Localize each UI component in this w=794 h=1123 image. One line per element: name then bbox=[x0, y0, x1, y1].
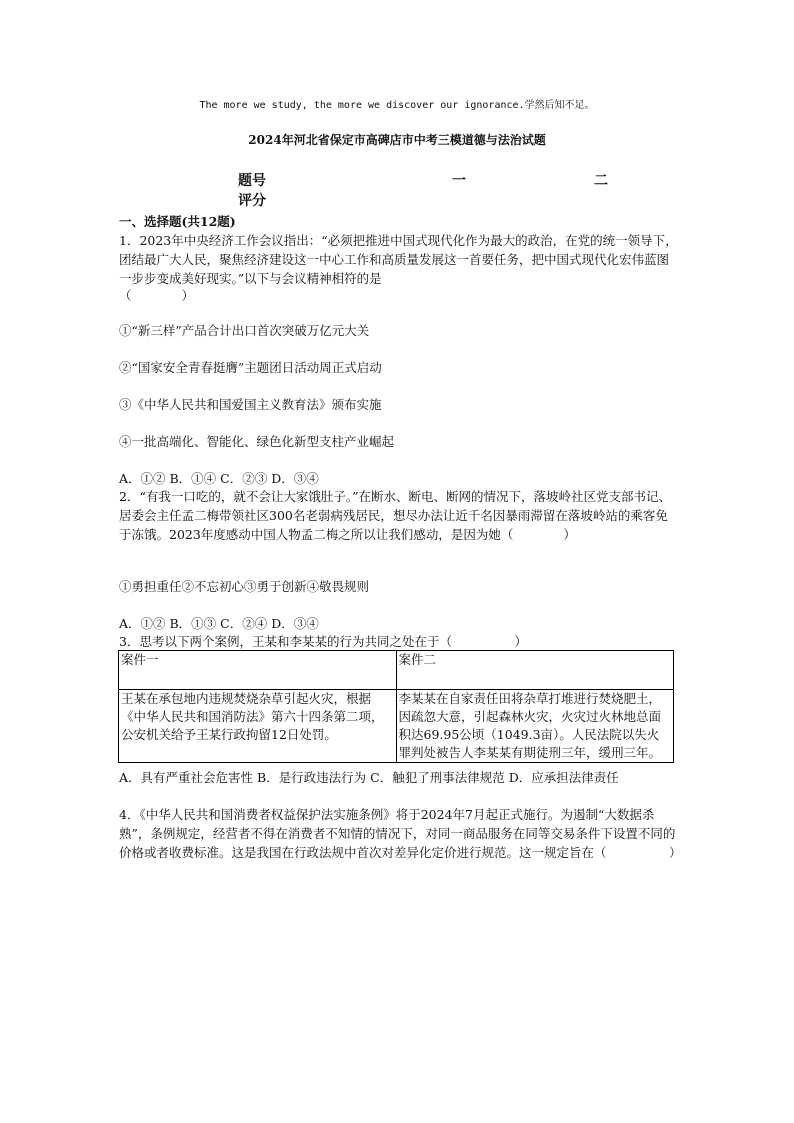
page-header-motto: The more we study, the more we discover our ignorance.学然后知不足。 bbox=[199, 100, 595, 111]
score-col-1: 一 bbox=[452, 173, 466, 189]
q1-item-3: ③《中华人民共和国爱国主义教育法》颁布实施 bbox=[119, 397, 382, 412]
q4-stem: 4．《中华人民共和国消费者权益保护法实施条例》将于2024年7月起正式施行。为遏制“大数据杀熟”，条例规定，经营者不得在消费者不知情的情况下，对同一商品服务在同等交易条件下设置不同的价格或者收费标准。这是我国在行政法规中首次对差异化定价进行规范。这一规定旨在（ ） bbox=[119, 807, 682, 860]
q2-items: ①勇担重任②不忘初心③勇于创新④敬畏规则 bbox=[119, 579, 370, 594]
q1-stem: 1．2023年中央经济工作会议指出：“必须把推进中国式现代化作为最大的政治，在党的统一领导下，团结最广大人民，聚焦经济建设这一中心工作和高质量发展这一首要任务，把中国式现代化宏伟蓝图一步步变成美好现实。”以下与会议精神相符的是 bbox=[119, 233, 678, 286]
q1-choices: A．①② B．①④ C．②③ D．③④ bbox=[119, 471, 319, 486]
case1-text: 王某在承包地内违规焚烧杂草引起火灾，根据《中华人民共和国消防法》第六十四条第二项，公安机关给予王某行政拘留12日处罚。 bbox=[119, 690, 397, 763]
page-title: 2024年河北省保定市高碑店市中考三模道德与法治试题 bbox=[248, 133, 546, 147]
case2-title: 案件二 bbox=[396, 651, 674, 690]
q1-item-2: ②“国家安全青春挺膺”主题团日活动周正式启动 bbox=[119, 360, 382, 375]
q3-stem: 3．思考以下两个案例，王某和李某某的行为共同之处在于（ ） bbox=[119, 634, 527, 649]
q1-item-4: ④一批高端化、智能化、绿色化新型支柱产业崛起 bbox=[119, 434, 395, 449]
q3-case-table bbox=[118, 650, 674, 763]
score-col-2: 二 bbox=[594, 173, 608, 189]
case2-text: 李某某在自家责任田将杂草打堆进行焚烧肥土，因疏忽大意，引起森林火灾，火灾过火林地总面积达69.95公顷（1049.3亩）。人民法院以失火罪判处被告人李某某有期徒刑三年，缓刑三年。 bbox=[396, 690, 674, 763]
q3-choices: A．具有严重社会危害性 B．是行政违法行为 C．触犯了刑事法律规范 D．应承担法律责任 bbox=[119, 770, 619, 785]
q1-item-1: ①“新三样”产品合计出口首次突破万亿元大关 bbox=[119, 323, 370, 338]
section-heading: 一、选择题(共12题) bbox=[119, 214, 236, 229]
score-label-question: 题号 bbox=[238, 173, 266, 189]
q1-blank: （ ） bbox=[119, 288, 195, 303]
score-label-score: 评分 bbox=[238, 193, 266, 209]
q2-stem: 2．“有我一口吃的，就不会让大家饿肚子。”在断水、断电、断网的情况下，落坡岭社区党支部书记、居委会主任孟二梅带领社区300名老弱病残居民，想尽办法让近千名因暴雨滞留在落坡岭站的乘客免于冻饿。2023年度感动中国人物孟二梅之所以让我们感动，是因为她（ ） bbox=[119, 489, 671, 542]
case1-title: 案件一 bbox=[119, 651, 397, 690]
q2-choices: A．①② B．①③ C．②④ D．③④ bbox=[119, 616, 319, 631]
